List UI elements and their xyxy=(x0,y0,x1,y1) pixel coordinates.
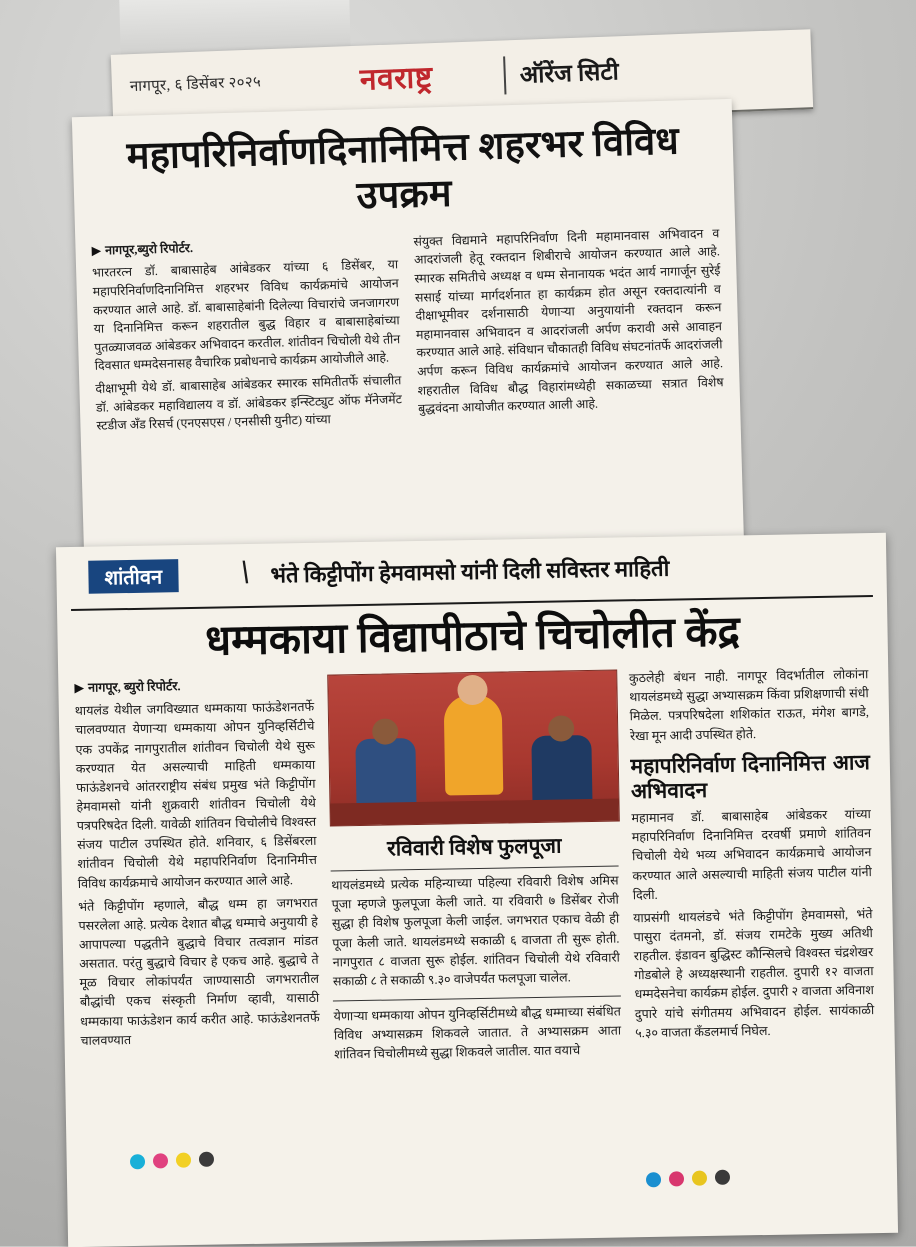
article-two-col3-p2: याप्रसंगी थायलंडचे भंते किट्टीपोंग हेमवामसो, भंते पासुरा दंतमनो, डॉ. संजय रामटेके मुख्य अतिथी राहतील. इंडावन बुद्धिस्ट कौन्सिलचे विश्वस्त चंद्रशेखर गोडबोले हे अध्यक्षस्थानी राहतील. दुपारी १२ वाजता धम्मदेसनेचा कार्यक्रम होईल. दुपारी २ वाजता अविनाश दुपारे यांचे संगीतमय अभिवादन होईल. सायंकाळी ५.३० वाजता कॅंडलमार्च निघेल. xyxy=(633,906,875,1040)
photo-caption-text: थायलंडमध्ये प्रत्येक महिन्याच्या पहिल्या रविवारी विशेष अमिस पूजा म्हणजे फुलपूजा केली जाते. या रविवारी ७ डिसेंबर रोजी सुद्धा ही विशेष फुलपूजा केली जाईल. जगभरात एकाच वेळी ही पूजा केली जाते. थायलंडमध्ये सकाळी ६ वाजता ती सुरू होती. नागपुरात ८ वाजता सुरू होईल. शांतिवन चिचोली येथे रविवारी सकाळी ८ ते सकाळी ९.३० वाजेपर्यंत फलपूजा चालेल. xyxy=(331,873,620,989)
article-two-columns xyxy=(58,659,895,1084)
masthead-divider xyxy=(503,56,506,94)
article-one-column-1 xyxy=(91,233,402,440)
article-two-col3-p1: महामानव डॉ. बाबासाहेब आंबेडकर यांच्या महापरिनिर्वाण दिनानिमित्त दरवर्षी प्रमाणे शांतिवन चिचोली येथे भव्य अभिवादन कार्यक्रमाचे आयोजन करण्यात आले असल्याची माहिती संजय पाटील यांनी दिली. xyxy=(631,807,872,902)
article-two-byline: नागपूर, ब्युरो रिपोर्टर. xyxy=(87,679,181,695)
article-one-p1: भारतरत्न डॉ. बाबासाहेब आंबेडकर यांच्या ६ डिसेंबर, या महापरिनिर्वाणदिनानिमित्त शहरभर विविध कार्यक्रमांचे आयोजन करण्यात आले आहे. डॉ. बाबासाहेबांनी दिलेल्या विचारांचे जनजागरण या दिनानिमित्त करून शहरातील बुद्ध विहार व बाबासाहेबांच्या पुतळ्याजवळ आंबेडकर अभिवादन करतील. शांतीवन चिचोली येथे तीन दिवसात धम्मदेसनासह वैचारिक प्रबोधनाचे कार्यक्रम आयोजीले आहे. xyxy=(92,257,401,374)
article-two xyxy=(56,533,898,1247)
article-two-p2: भंते किट्टीपोंग म्हणाले, बौद्ध धम्म हा जगभरात पसरलेला आहे. प्रत्येक देशात बौद्ध धम्माचे अनुयायी हे आपापल्या पद्धतीने बुद्धाचे विचार तत्वज्ञान मांडत असतात. परंतु बुद्धाचे विचार हे एकच आहे. बुद्धाचे ते मूळ विचार लोकांपर्यंत जाण्यासाठी जगभरातील बौद्धांची एकच संस्कृती निर्माण व्हावी, यासाठी धम्मकाया फाऊंडेशन कार्य करीत आहे. फाऊंडेशनतर्फे चालवण्यात xyxy=(78,895,320,1048)
registration-dot-yellow xyxy=(692,1170,708,1186)
kicker-text: भंते किट्टीपोंग हेमवामसो यांनी दिली सविस्तर माहिती xyxy=(270,555,670,588)
article-two-col3-intro: कुठलेही बंधन नाही. नागपूर विदर्भातील लोकांना थायलंडमध्ये सुद्धा अभ्यासक्रम किंवा प्रशिक्षणाची संधी मिळेल. पत्रपरिषदेला शशिकांत राऊत, मंगेश बागडे, रेखा मून आदी उपस्थित होते. xyxy=(628,667,870,743)
registration-dot-magenta xyxy=(153,1153,169,1169)
article-one xyxy=(72,99,744,567)
article-two-subheadline: महापरिनिर्वाण दिनानिमित्त आज अभिवादन xyxy=(630,749,871,804)
registration-dot-cyan xyxy=(130,1154,146,1170)
registration-dot-magenta xyxy=(669,1171,685,1187)
registration-dots-right xyxy=(646,1170,730,1188)
article-one-p3: संयुक्त विद्यमाने महापरिनिर्वाण दिनी महामानवास अभिवादन व आदरांजली हेतू रक्तदान शिबीराचे आयोजन करण्यात आले आहे. स्मारक समितीचे अध्यक्ष व धम्म सेनानायक भदंत आर्य नागार्जून सुरेई ससाई यांच्या मार्गदर्शनात हा कार्यक्रम होत असून रक्तदात्यांनी व दीक्षाभूमीवर दर्शनासाठी येणाऱ्या अनुयायांनी रक्तदान करून महामानवास अभिवादन व आदरांजली अर्पण करावी असे आवाहन करण्यात आले आहे. संविधान चौकातही विविध संघटनांतर्फे आदरांजली अर्पण करून विविध कार्यक्रमांचे आयोजन करण्यात आले आहे. शहरातील विविध बौद्ध विहारांमध्येही सकाळच्या सत्रात विशेष बुद्धवंदना आयोजीत करण्यात आली आहे. xyxy=(413,225,724,416)
section-title: ऑरेंज सिटी xyxy=(519,59,620,89)
article-one-columns xyxy=(91,224,724,440)
article-one-headline: महापरिनिर्वाणदिनानिमित्त शहरभर विविध उपक्रम xyxy=(126,120,680,218)
article-two-kicker xyxy=(70,545,873,611)
kicker-tag: शांतीवन xyxy=(88,559,178,594)
photo-stage-floor xyxy=(331,799,619,826)
article-one-p2: दीक्षाभूमी येथे डॉ. बाबासाहेब आंबेडकर स्मारक समितीतर्फे संचालीत डॉ. आंबेडकर महाविद्यालय व डॉ. आंबेडकर इन्स्टिट्युट ऑफ मॅनेजमेंट स्टडीज अँड रिसर्च (एनएसएस / एनसीसी युनीट) यांच्या xyxy=(95,373,403,433)
newspaper-title: नवराष्ट्र xyxy=(359,61,434,97)
article-one-column-2 xyxy=(413,224,724,431)
article-two-headline: धम्मकाया विद्यापीठाचे चिचोलीत केंद्र xyxy=(204,609,741,665)
bullet-marker: ▶ xyxy=(91,243,102,258)
article-two-column-3 xyxy=(629,665,875,1063)
article-one-byline: नागपूर,ब्युरो रिपोर्टर. xyxy=(104,240,194,258)
photo-caption-box xyxy=(331,866,621,1002)
registration-dots-left xyxy=(130,1152,214,1170)
registration-dot-yellow xyxy=(176,1152,192,1168)
registration-dot-cyan xyxy=(646,1172,662,1188)
photo-caption-heading: रविवारी विशेष फुलपूजा xyxy=(386,833,562,861)
article-photo xyxy=(328,670,620,827)
article-two-column-2-continued: येणाऱ्या धम्मकाया ओपन युनिव्हर्सिटीमध्ये बौद्ध धम्माच्या संबंधित विविध अभ्यासक्रम शिकवले जातात. ते अभ्यासक्रम आता शांतिवन चिचोलीमध्ये सुद्धा शिकवले जातील. यात वयाचे xyxy=(333,1004,622,1062)
article-two-column-2 xyxy=(328,670,622,1069)
article-two-byline-para xyxy=(74,675,314,698)
photo-monk-figure xyxy=(444,695,504,796)
article-two-column-1 xyxy=(74,675,320,1073)
registration-dot-black xyxy=(715,1170,731,1186)
registration-dot-black xyxy=(199,1152,215,1168)
kicker-slash: \ xyxy=(236,553,254,592)
publication-date: नागपूर, ६ डिसेंबर २०२५ xyxy=(129,74,262,96)
bullet-marker: ▶ xyxy=(74,681,85,696)
article-two-p1: थायलंड येथील जगविख्यात धम्मकाया फाऊंडेशनतर्फे चालवण्यात येणाऱ्या धम्मकाया ओपन युनिव्हर्सिटीचे एक उपकेंद्र नागपुरातील शांतीवन चिचोली येथे सुरू करण्यात येत असल्याची माहिती धम्मकाया फाऊंडेशनचे आंतरराष्ट्रीय संबंध प्रमुख भंते किट्टीपोंग हेमवामसो यांनी शुक्रवारी शांतीवन चिचोली येथे पत्रपरिषदेत दिली. यावेळी शांतिवन चिचोलीचे विश्वस्त संजय पाटील उपस्थित होते. शनिवार, ६ डिसेंबरला शांतीवन चिचोली येथे महापरिनिर्वाण दिनानिमीत्त विविध कार्यक्रमाचे आयोजन करण्यात आले आहे. xyxy=(74,700,317,891)
